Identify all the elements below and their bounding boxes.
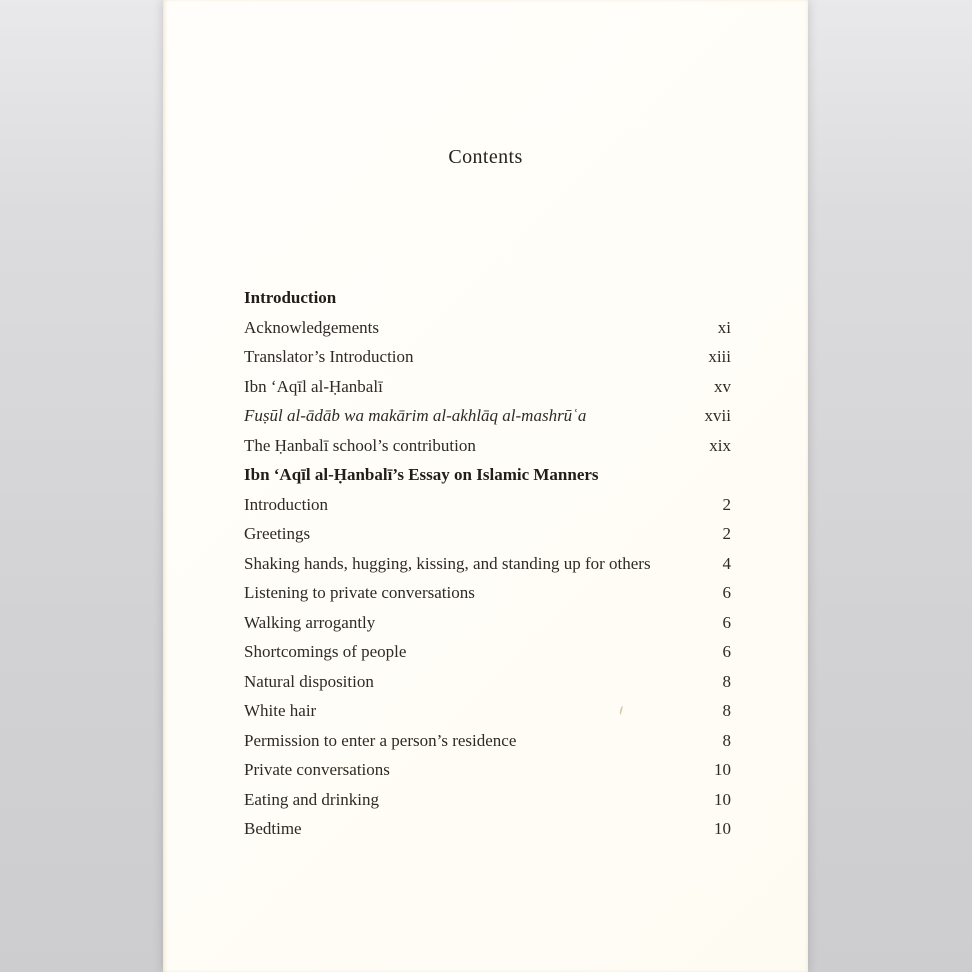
toc-entry-label: Fuṣūl al-ādāb wa makārim al-akhlāq al-mashrūʿa xyxy=(244,406,587,425)
toc-entry-page: 10 xyxy=(714,819,731,838)
toc-entry-label: Translator’s Introduction xyxy=(244,347,414,366)
toc-entry-page: 10 xyxy=(714,789,731,809)
toc-entry-label: Eating and drinking xyxy=(244,789,380,809)
toc-entry xyxy=(244,431,731,461)
toc-list xyxy=(244,283,731,844)
toc-entry xyxy=(244,578,731,608)
toc-entry xyxy=(244,342,731,372)
toc-entry xyxy=(244,785,731,815)
toc-entry-label: Listening to private conversations xyxy=(244,583,475,602)
toc-entry-page: 8 xyxy=(722,701,731,720)
toc-entry xyxy=(244,490,731,520)
toc-entry xyxy=(244,755,731,785)
toc-entry-page: 6 xyxy=(722,642,731,661)
toc-entry xyxy=(244,696,731,726)
toc-entry xyxy=(244,283,731,313)
toc-entry-page: 2 xyxy=(722,494,731,514)
toc-entry-page: 6 xyxy=(722,583,731,602)
toc-entry-label: Bedtime xyxy=(244,819,302,838)
toc-entry-label: Natural disposition xyxy=(244,671,374,691)
toc-entry-label: Ibn ‘Aqīl al-Ḥanbalī xyxy=(244,376,383,396)
toc-entry-label: White hair xyxy=(244,701,317,720)
toc-entry xyxy=(244,814,731,844)
toc-entry-page: 8 xyxy=(722,730,731,750)
toc-entry-page: xi xyxy=(717,317,731,337)
toc-entry xyxy=(244,519,731,549)
toc-entry xyxy=(244,313,731,343)
toc-entry-label: Walking arrogantly xyxy=(244,612,376,632)
toc-entry xyxy=(244,372,731,402)
toc-entry-page: 2 xyxy=(722,524,731,543)
toc-entry-page: xvii xyxy=(704,406,731,425)
toc-entry-page: xv xyxy=(714,376,731,396)
toc-entry-page: 10 xyxy=(714,760,731,779)
page-title: Contents xyxy=(448,146,523,168)
toc-entry-label: Introduction xyxy=(244,288,337,307)
toc-entry xyxy=(244,608,731,638)
toc-entry xyxy=(244,549,731,579)
toc-entry-label: Permission to enter a person’s residence xyxy=(244,730,517,750)
toc-entry-label: The Ḥanbalī school’s contribution xyxy=(244,435,476,455)
toc-entry xyxy=(244,726,731,756)
book-page xyxy=(163,0,808,972)
toc-entry-page: 6 xyxy=(722,612,731,632)
toc-entry-label: Greetings xyxy=(244,524,311,543)
toc-entry xyxy=(244,667,731,697)
toc-entry xyxy=(244,460,731,490)
toc-entry-label: Private conversations xyxy=(244,760,390,779)
toc-entry xyxy=(244,637,731,667)
toc-entry xyxy=(244,401,731,431)
toc-entry-label: Acknowledgements xyxy=(244,317,380,337)
toc-entry-label: Shortcomings of people xyxy=(244,642,407,661)
toc-entry-page: 8 xyxy=(722,671,731,691)
toc-entry-page: 4 xyxy=(722,553,731,573)
toc-entry-label: Introduction xyxy=(244,494,329,514)
toc-entry-label: Shaking hands, hugging, kissing, and standing up for others xyxy=(244,553,651,573)
toc-entry-page: xix xyxy=(709,435,731,455)
toc-entry-page: xiii xyxy=(708,347,731,366)
toc-entry-label: Ibn ‘Aqīl al-Ḥanbalī’s Essay on Islamic Manners xyxy=(244,465,599,484)
